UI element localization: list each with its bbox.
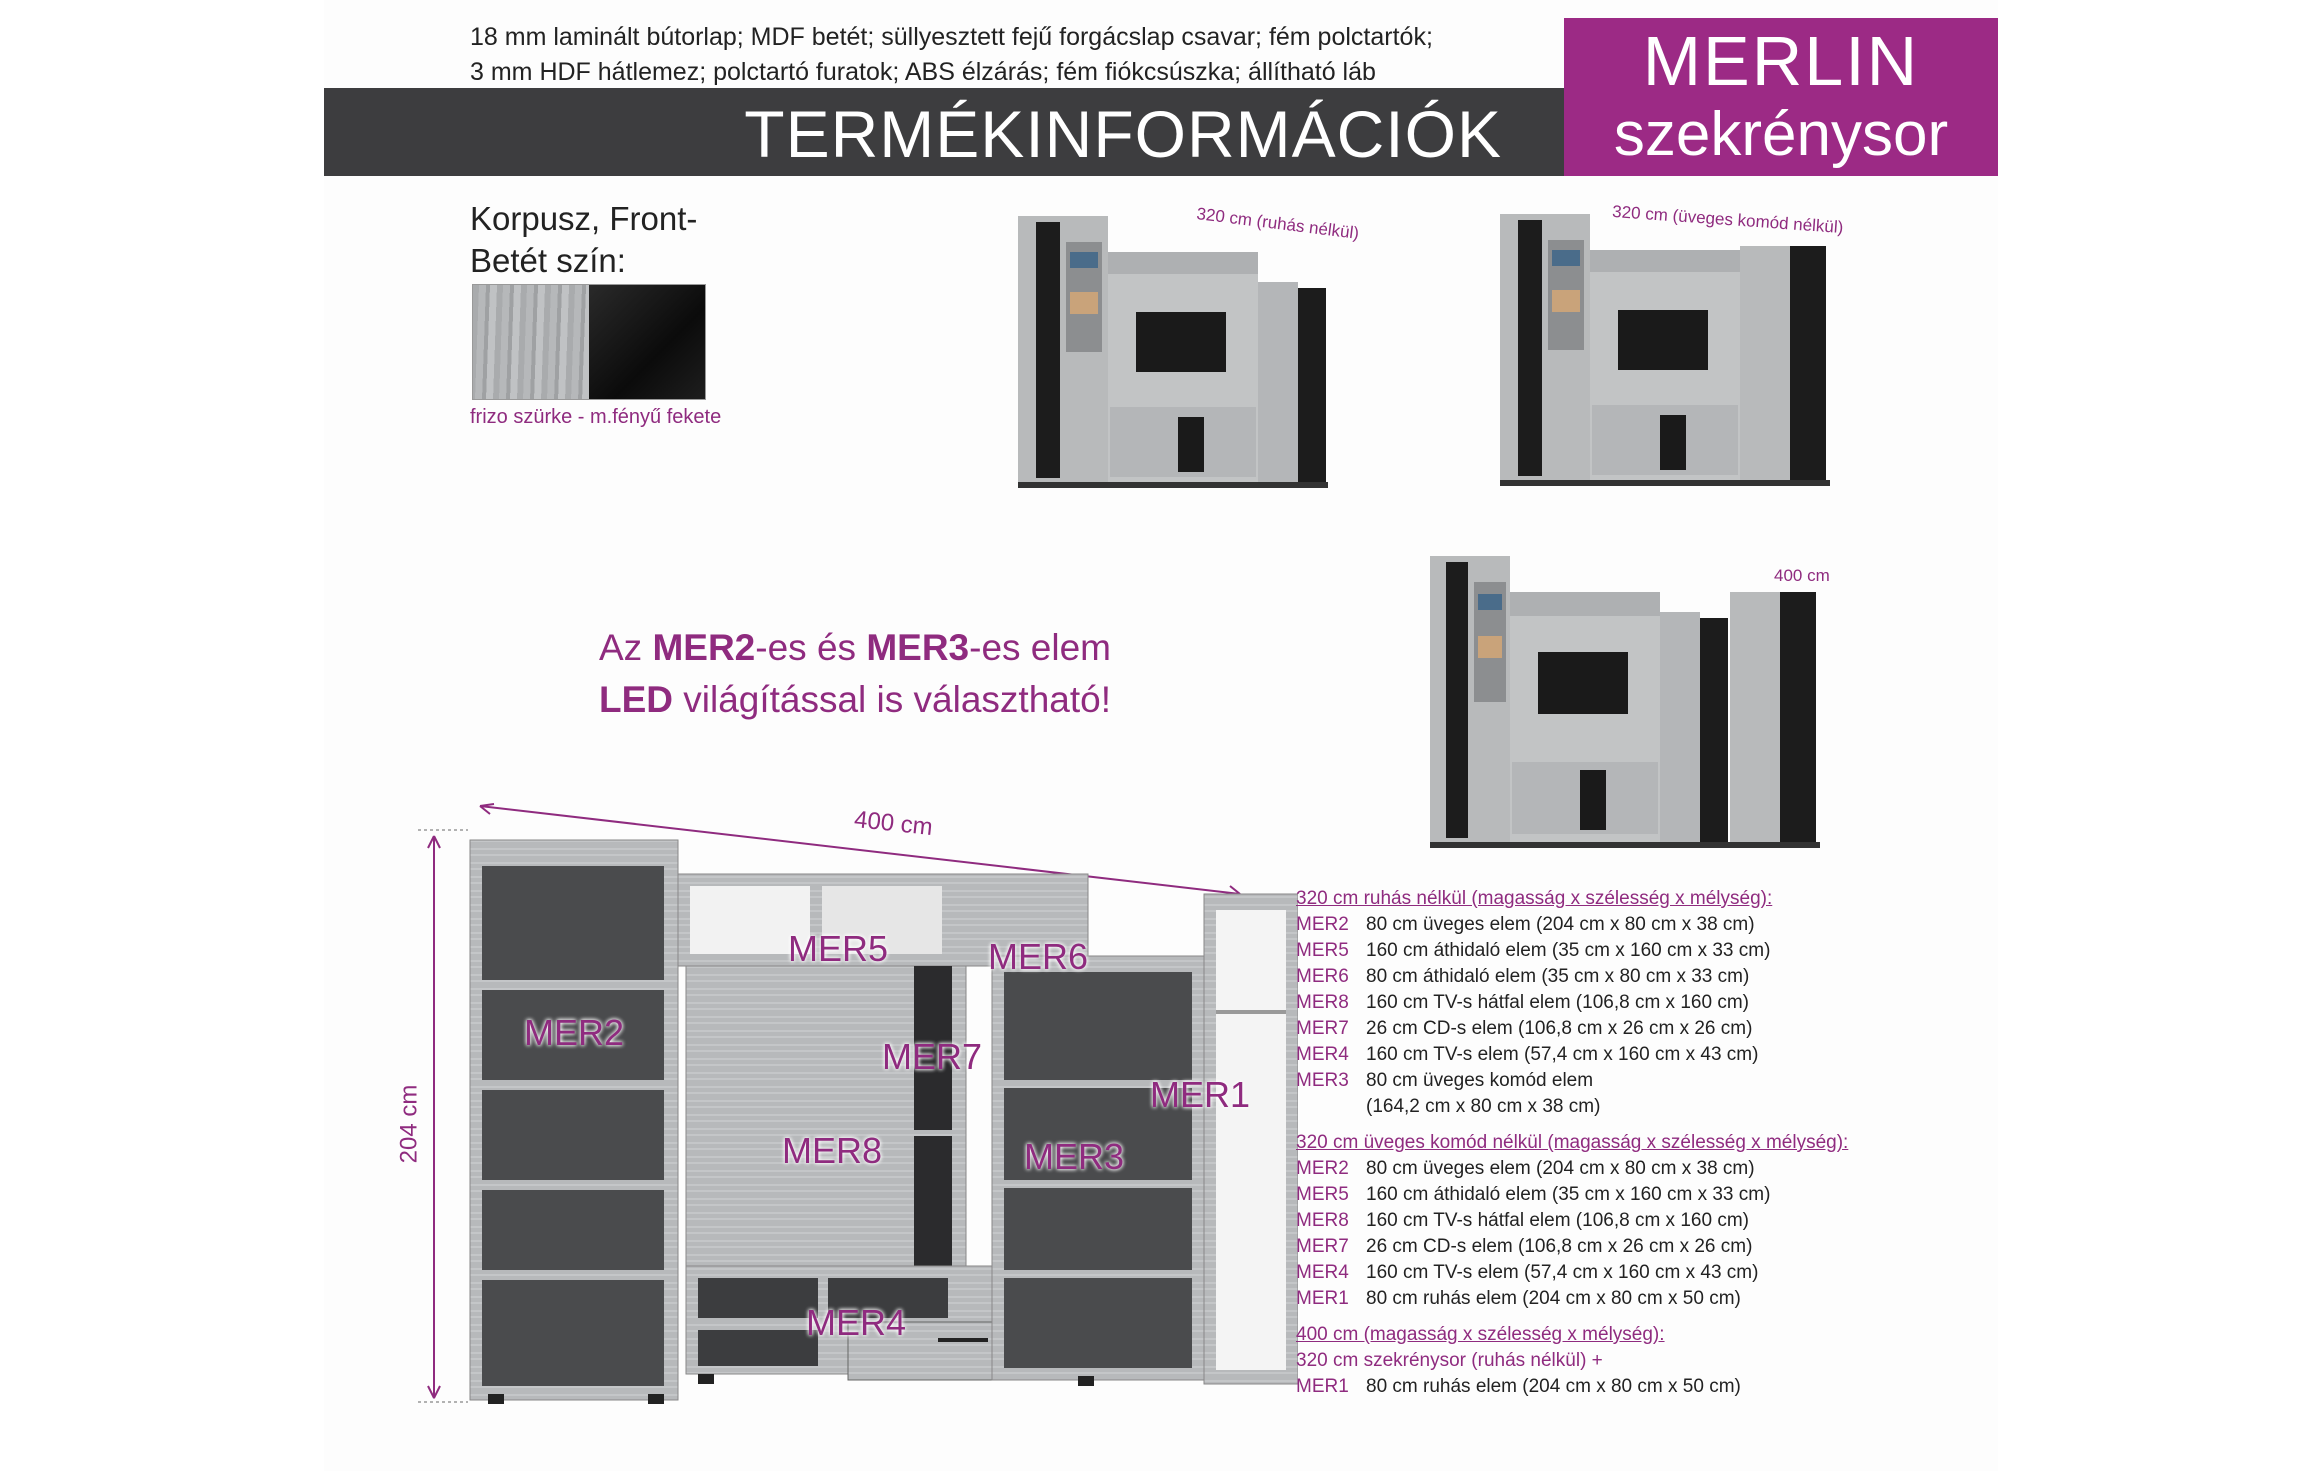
spec-description: 26 cm CD-s elem (106,8 cm x 26 cm x 26 cm) — [1366, 1236, 1753, 1257]
spec-row — [1296, 1286, 1916, 1312]
diagram-label-mer8: MER8 — [782, 1130, 883, 1171]
led-note-text-mid1: -es és — [755, 627, 867, 668]
spec-description: (164,2 cm x 80 cm x 38 cm) — [1366, 1096, 1601, 1117]
diagram-label-mer3: MER3 — [1024, 1136, 1125, 1177]
spec-code: MER5 — [1296, 940, 1349, 961]
materials-line-2: 3 mm HDF hátlemez; polctartó furatok; ABS élzárás; fém fiókcsúszka; állítható láb — [470, 58, 1376, 86]
spec-row — [1296, 1182, 1916, 1208]
spec-description: 160 cm TV-s elem (57,4 cm x 160 cm x 43 cm) — [1366, 1044, 1759, 1065]
led-note-line-2 — [470, 674, 1240, 726]
color-label-line-1: Korpusz, Front- — [470, 200, 698, 237]
diagram-label-mer4: MER4 — [806, 1302, 907, 1343]
spec-row — [1296, 1068, 1916, 1094]
spec-group-1-rows — [1296, 912, 1916, 1120]
spec-code: MER3 — [1296, 1070, 1349, 1091]
spec-description: 80 cm üveges elem (204 cm x 80 cm x 38 cm) — [1366, 1158, 1755, 1179]
furniture-illustration-3 — [1430, 552, 1870, 852]
spec-row — [1296, 1094, 1916, 1120]
spec-description: 80 cm üveges komód elem — [1366, 1070, 1594, 1091]
led-note — [470, 622, 1240, 726]
swatch-gloss-black — [589, 285, 705, 399]
spec-row — [1296, 938, 1916, 964]
spec-code: MER5 — [1296, 1184, 1349, 1205]
spec-row — [1296, 990, 1916, 1016]
product-2-size-label: 320 cm (üveges komód nélkül) — [1611, 201, 1844, 238]
spec-description: 80 cm ruhás elem (204 cm x 80 cm x 50 cm) — [1366, 1288, 1741, 1309]
color-label-line-2: Betét szín: — [470, 242, 626, 279]
spec-description: 160 cm áthidaló elem (35 cm x 160 cm x 33 cm) — [1366, 940, 1771, 961]
spec-row — [1296, 1374, 1916, 1400]
spec-description: 160 cm TV-s elem (57,4 cm x 160 cm x 43 cm) — [1366, 1262, 1759, 1283]
spec-group-2-title: 320 cm üveges komód nélkül (magasság x szélesség x mélység): — [1296, 1132, 1849, 1153]
led-note-mer2: MER2 — [652, 627, 756, 668]
spec-row — [1296, 964, 1916, 990]
led-note-line-1 — [470, 622, 1240, 674]
spec-row — [1296, 912, 1916, 938]
led-note-led: LED — [598, 679, 673, 720]
spec-code: MER8 — [1296, 1210, 1349, 1231]
spec-row — [1296, 1016, 1916, 1042]
spec-group-3-title: 400 cm (magasság x szélesség x mélység): — [1296, 1324, 1665, 1345]
spec-description: 80 cm áthidaló elem (35 cm x 80 cm x 33 cm) — [1366, 966, 1750, 987]
diagram-height-label: 204 cm — [395, 1084, 423, 1164]
spec-code: MER4 — [1296, 1262, 1349, 1283]
spec-row — [1296, 1208, 1916, 1234]
spec-list — [1296, 882, 1916, 1400]
spec-description: 80 cm ruhás elem (204 cm x 80 cm x 50 cm) — [1366, 1376, 1741, 1397]
brand-box — [1564, 18, 1998, 176]
led-note-mer3: MER3 — [866, 627, 970, 668]
product-image-320-no-wardrobe — [1018, 212, 1358, 490]
led-note-text-pre: Az — [598, 627, 653, 668]
color-swatch — [472, 284, 706, 400]
spec-description: 160 cm áthidaló elem (35 cm x 160 cm x 33 cm) — [1366, 1184, 1771, 1205]
spec-group-3-rows — [1296, 1374, 1916, 1400]
brand-name: MERLIN — [1642, 22, 1920, 100]
brand-subtitle: szekrénysor — [1613, 100, 1949, 169]
furniture-illustration-1 — [1018, 212, 1358, 490]
spec-row — [1296, 1156, 1916, 1182]
diagram-label-mer2: MER2 — [524, 1012, 625, 1053]
product-image-320-no-glass-dresser — [1500, 206, 1860, 490]
diagram-label-mer6: MER6 — [988, 936, 1089, 977]
spec-description: 160 cm TV-s hátfal elem (106,8 cm x 160 cm) — [1366, 992, 1749, 1013]
dimension-diagram — [395, 790, 1298, 1410]
spec-row — [1296, 1042, 1916, 1068]
led-note-text-mid2: -es elem — [969, 627, 1112, 668]
diagram-label-mer5: MER5 — [788, 928, 889, 969]
spec-code: MER7 — [1296, 1018, 1349, 1039]
spec-code: MER1 — [1296, 1288, 1349, 1309]
color-label — [470, 198, 697, 282]
spec-group-2-rows — [1296, 1156, 1916, 1312]
materials-list — [470, 20, 1560, 90]
product-image-400 — [1430, 552, 1870, 852]
spec-code: MER8 — [1296, 992, 1349, 1013]
spec-code: MER2 — [1296, 914, 1349, 935]
spec-code — [1296, 1094, 1366, 1120]
led-note-text-post: világítással is választható! — [672, 679, 1112, 720]
spec-code: MER2 — [1296, 1158, 1349, 1179]
header-title: TERMÉKINFORMÁCIÓK — [744, 97, 1502, 171]
spec-row — [1296, 1260, 1916, 1286]
spec-code: MER1 — [1296, 1376, 1349, 1397]
product-3-size-label: 400 cm — [1774, 566, 1830, 585]
diagram-width-label: 400 cm — [852, 805, 934, 842]
spec-group-1-title: 320 cm ruhás nélkül (magasság x szélesség x mélység): — [1296, 888, 1773, 909]
materials-line-1: 18 mm laminált bútorlap; MDF betét; süllyesztett fejű forgácslap csavar; fém polctartók; — [470, 23, 1433, 51]
product-1-size-label: 320 cm (ruhás nélkül) — [1195, 204, 1361, 243]
furniture-illustration-2 — [1500, 206, 1860, 490]
header-bar — [324, 88, 1564, 176]
diagram-label-mer7: MER7 — [882, 1036, 983, 1077]
spec-row — [1296, 1234, 1916, 1260]
color-caption: frizo szürke - m.fényű fekete — [470, 406, 722, 428]
spec-code: MER6 — [1296, 966, 1349, 987]
spec-description: 26 cm CD-s elem (106,8 cm x 26 cm x 26 cm) — [1366, 1018, 1753, 1039]
diagram-label-mer1: MER1 — [1150, 1074, 1251, 1115]
spec-code: MER7 — [1296, 1236, 1349, 1257]
swatch-frizo-grey — [473, 285, 589, 399]
spec-description: 160 cm TV-s hátfal elem (106,8 cm x 160 cm) — [1366, 1210, 1749, 1231]
spec-code: MER4 — [1296, 1044, 1349, 1065]
spec-description: 80 cm üveges elem (204 cm x 80 cm x 38 cm) — [1366, 914, 1755, 935]
spec-group-3-subtitle: 320 cm szekrénysor (ruhás nélkül) + — [1296, 1350, 1603, 1371]
